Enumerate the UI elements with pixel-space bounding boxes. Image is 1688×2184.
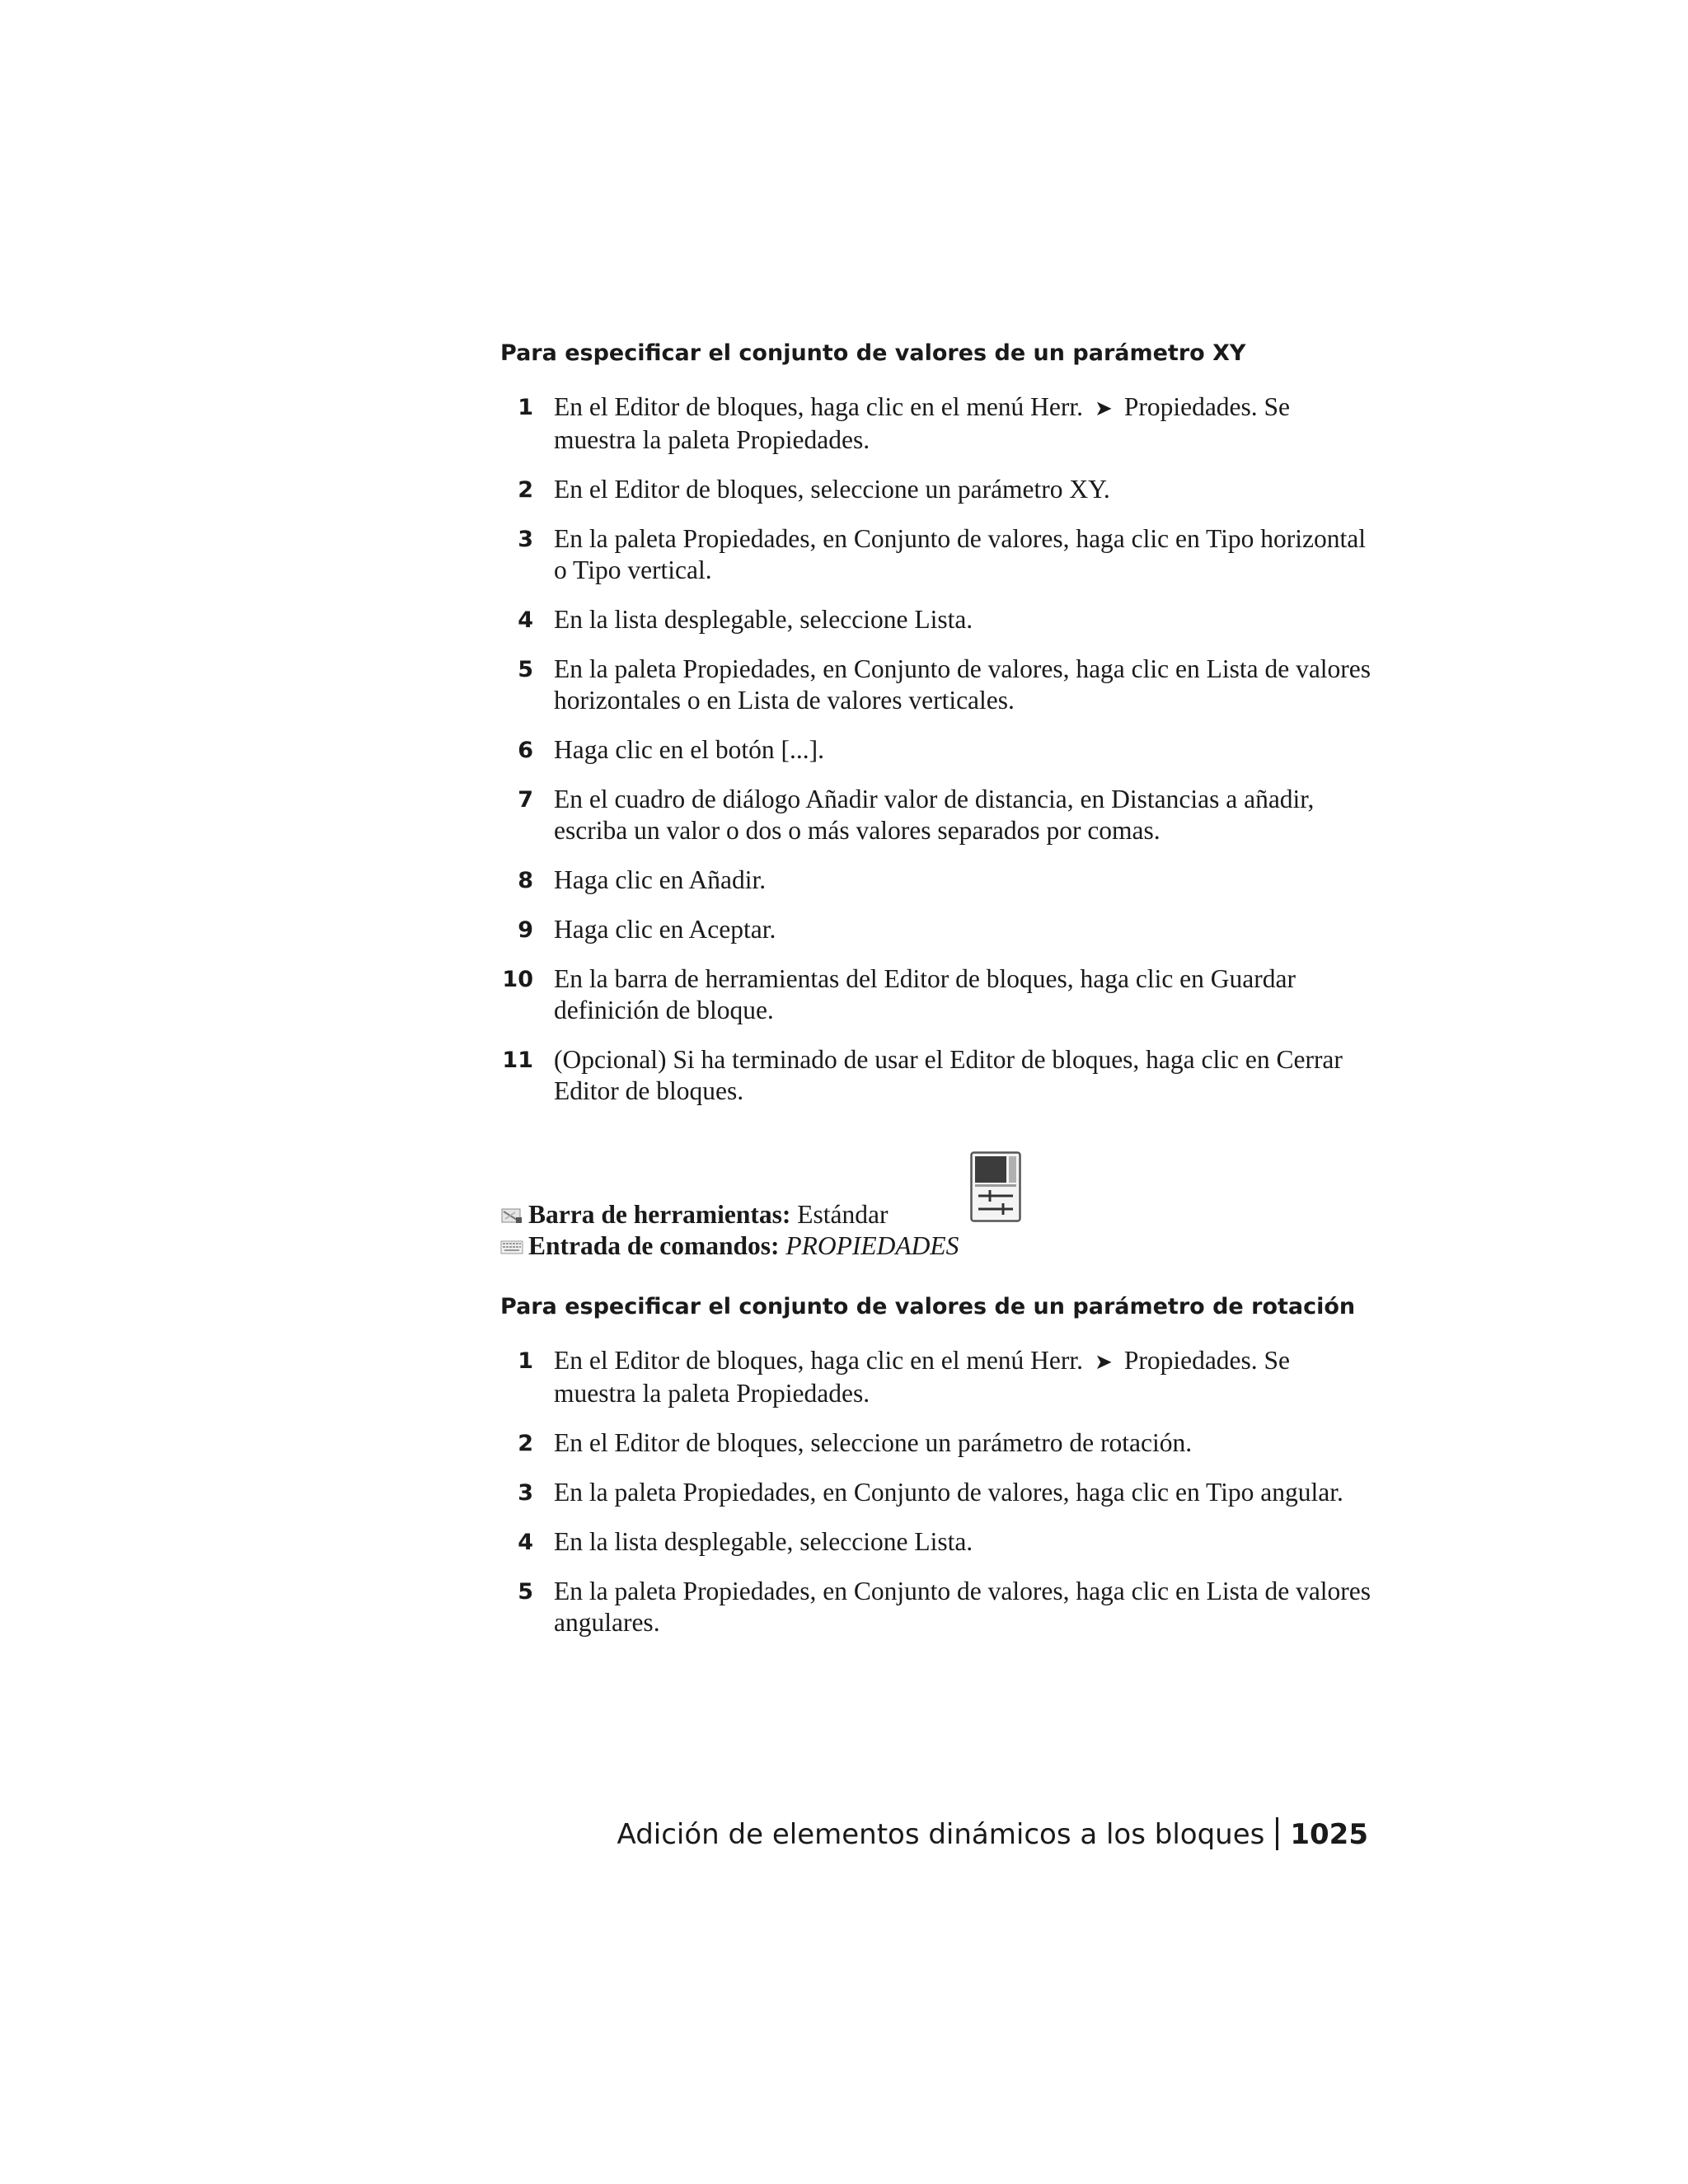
step-text: En el cuadro de diálogo Añadir valor de distancia, en Distancias a añadir, escriba un valor o dos o más valores separados por comas. — [554, 785, 1315, 845]
step-number: 1 — [518, 1348, 533, 1374]
step-text: En la lista desplegable, seleccione Lista. — [554, 605, 973, 634]
list-item — [500, 784, 1407, 846]
footer-divider — [1276, 1817, 1278, 1850]
toolbar-value: Estándar — [797, 1200, 889, 1229]
step-number: 9 — [518, 917, 533, 943]
step-number: 2 — [518, 1431, 533, 1456]
step-number: 6 — [518, 738, 533, 763]
list-item — [500, 1044, 1407, 1107]
step-text: Haga clic en Aceptar. — [554, 915, 776, 944]
page-footer — [617, 1817, 1368, 1851]
list-item — [500, 963, 1407, 1026]
chapter-title: Adición de elementos dinámicos a los bloques — [617, 1818, 1265, 1851]
step-number: 3 — [518, 1480, 533, 1506]
step-number: 3 — [518, 527, 533, 552]
step-text: En el Editor de bloques, seleccione un parámetro XY. — [554, 475, 1110, 504]
step-number: 1 — [518, 395, 533, 420]
section-heading-rotation: Para especificar el conjunto de valores de un parámetro de rotación — [500, 1294, 1356, 1319]
toolbar-icon — [500, 1201, 523, 1219]
command-label: Entrada de comandos: — [528, 1231, 780, 1260]
step-text: En la barra de herramientas del Editor de bloques, haga clic en Guardar definición de bloque. — [554, 964, 1296, 1024]
step-text: Haga clic en el botón [...]. — [554, 735, 824, 764]
list-item — [500, 654, 1407, 716]
list-item — [500, 1477, 1407, 1508]
step-text: En la paleta Propiedades, en Conjunto de valores, haga clic en Tipo horizontal o Tipo vertical. — [554, 524, 1367, 584]
step-number: 2 — [518, 477, 533, 503]
list-item — [500, 1576, 1407, 1638]
step-text: En el Editor de bloques, seleccione un parámetro de rotación. — [554, 1428, 1193, 1457]
step-number: 10 — [502, 967, 533, 992]
list-item — [500, 604, 1407, 635]
access-methods — [500, 1199, 959, 1262]
command-value: PROPIEDADES — [785, 1231, 959, 1260]
list-item — [500, 474, 1407, 505]
keyboard-icon — [500, 1232, 523, 1250]
section-heading-xy: Para especificar el conjunto de valores de un parámetro XY — [500, 340, 1246, 366]
list-item — [500, 1526, 1407, 1558]
steps-list-rotation — [500, 1345, 1407, 1657]
step-text: En la paleta Propiedades, en Conjunto de valores, haga clic en Lista de valores horizontales o en Lista de valores verticales. — [554, 654, 1372, 715]
list-item — [500, 1427, 1407, 1459]
step-text: En la paleta Propiedades, en Conjunto de valores, haga clic en Lista de valores angulares. — [554, 1577, 1372, 1637]
step-text: En el Editor de bloques, haga clic en el menú Herr. ➤ Propiedades. Se muestra la paleta Propiedades. — [554, 392, 1291, 454]
step-number: 8 — [518, 868, 533, 893]
list-item — [500, 865, 1407, 896]
list-item — [500, 914, 1407, 945]
list-item — [500, 1345, 1407, 1409]
properties-palette-icon — [970, 1151, 1021, 1222]
command-access — [500, 1230, 959, 1262]
arrow-icon: ➤ — [1095, 396, 1113, 421]
arrow-icon: ➤ — [1095, 1350, 1113, 1375]
step-number: 11 — [502, 1047, 533, 1073]
step-text: Haga clic en Añadir. — [554, 865, 767, 894]
step-text: En la paleta Propiedades, en Conjunto de valores, haga clic en Tipo angular. — [554, 1478, 1343, 1507]
step-number: 5 — [518, 657, 533, 682]
step-text: En la lista desplegable, seleccione Lista. — [554, 1527, 973, 1556]
step-text: (Opcional) Si ha terminado de usar el Editor de bloques, haga clic en Cerrar Editor de bloques. — [554, 1045, 1343, 1105]
steps-list-xy — [500, 391, 1407, 1125]
list-item — [500, 391, 1407, 456]
toolbar-label: Barra de herramientas: — [528, 1200, 791, 1229]
list-item — [500, 734, 1407, 766]
list-item — [500, 523, 1407, 586]
step-number: 4 — [518, 1530, 533, 1555]
step-number: 7 — [518, 787, 533, 813]
page-number: 1025 — [1290, 1818, 1368, 1851]
toolbar-access — [500, 1199, 959, 1230]
step-number: 5 — [518, 1579, 533, 1605]
step-number: 4 — [518, 607, 533, 633]
step-text: En el Editor de bloques, haga clic en el menú Herr. ➤ Propiedades. Se muestra la paleta Propiedades. — [554, 1346, 1291, 1408]
